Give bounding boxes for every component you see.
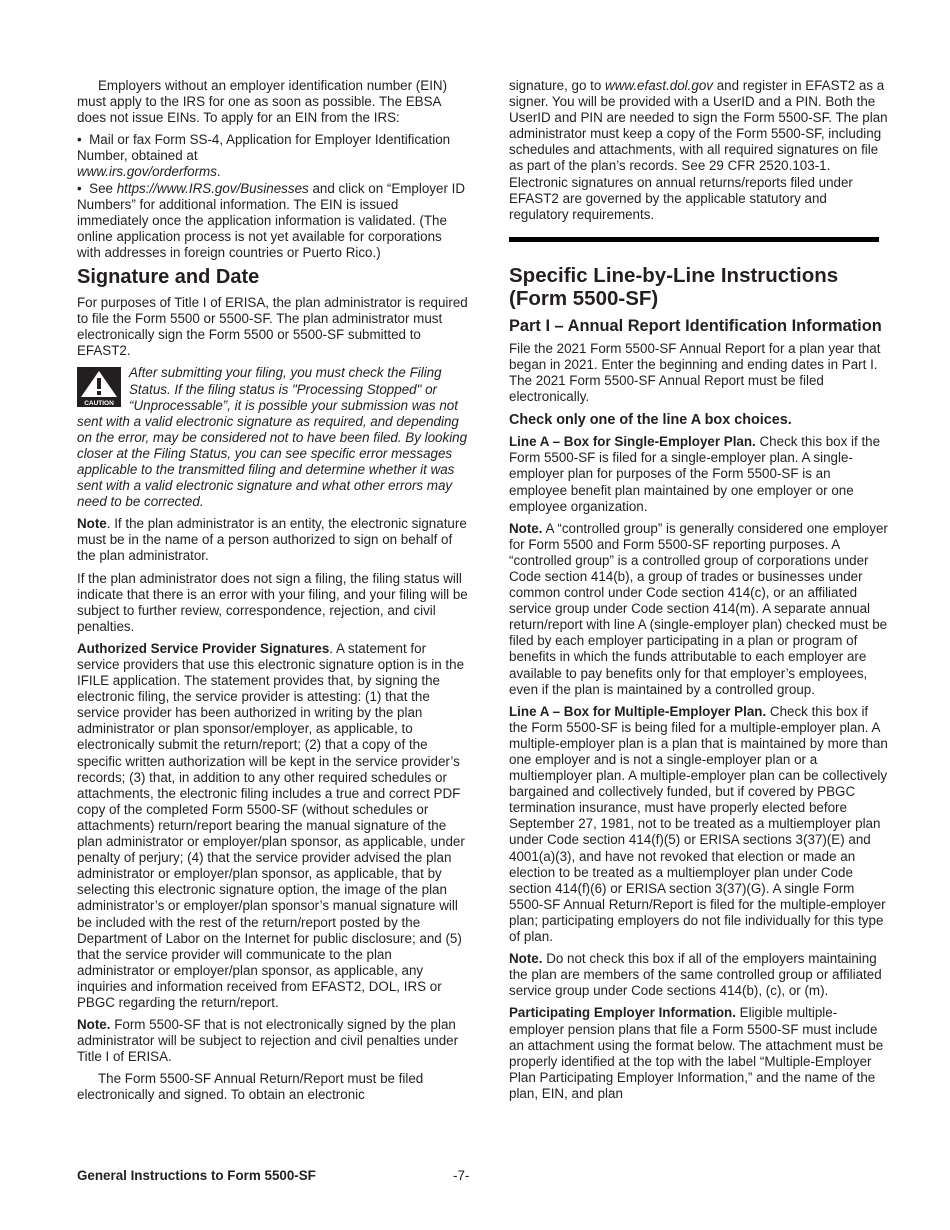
caution-text: After submitting your filing, you must check the Filing Status. If the filing status is "Processing Stopped" or “Unprocessable”, it is possible your submission was not sent with a valid electronic signature as required, and depending on the error, may be considered not to have been filed. By looking closer at the Filing Status, you can see specific error messages applicable to the transmitted filing and determine whether it was sent with a valid electronic signature and what other errors may need to be corrected. (77, 365, 468, 510)
participating-employer-paragraph: Participating Employer Information. Eligible multiple-employer pension plans that file a Form 5500-SF must include an attachment using the format below. The attachment must be properly identified at the top with the label “Multiple-Employer Plan Participating Employer Information,” and the name of the plan, EIN, and plan (509, 1005, 884, 1101)
no-sign-paragraph: If the plan administrator does not sign a filing, the filing status will indicate that there is an error with your filing, and your filing will be subject to further review, correspondence, rejection, and civil penalties. (77, 570, 468, 634)
section-divider (509, 237, 879, 242)
bullet-mail-fax: • Mail or fax Form SS-4, Application for Employer Identification Number, obtained at www.irs.gov/orderforms. (77, 132, 451, 180)
note-unsigned-paragraph: Note. Form 5500-SF that is not electronically signed by the plan administrator will be subject to rejection and civil penalties under Title I of ERISA. (77, 1017, 459, 1065)
do-not-check-note: Note. Do not check this box if all of the employers maintaining the plan are members of the same controlled group or affiliated service group under Code sections 414(b), (c), or (m). (509, 951, 882, 999)
caution-icon (77, 367, 121, 407)
ein-intro-paragraph: Employers without an employer identification number (EIN) must apply to the IRS for one as soon as possible. The EBSA does not issue EINs. To apply for an EIN from the IRS: (77, 78, 448, 126)
signature-date-heading: Signature and Date (77, 266, 260, 289)
footer-title: General Instructions to Form 5500-SF (77, 1168, 316, 1183)
caution-block (77, 365, 469, 510)
check-only-one-heading: Check only one of the line A box choices. (509, 412, 792, 429)
caution-label: CAUTION (84, 400, 114, 408)
line-by-line-heading: Specific Line-by-Line Instructions (Form 5500-SF) (509, 263, 839, 310)
part-one-heading: Part I – Annual Report Identification Information (509, 316, 882, 335)
note-entity-paragraph: Note. If the plan administrator is an entity, the electronic signature must be in the name of a person authorized to sign on behalf of the plan administrator. (77, 516, 467, 564)
electronic-filing-paragraph: The Form 5500-SF Annual Return/Report must be filed electronically and signed. To obtain an electronic (77, 1071, 424, 1103)
orderforms-url: www.irs.gov/orderforms (77, 164, 217, 180)
page-number: -7- (453, 1168, 470, 1183)
right-column (509, 78, 889, 1108)
line-a-single-employer-paragraph: Line A – Box for Single-Employer Plan. Check this box if the Form 5500-SF is filed for a single-employer plan. A single-employer plan for purposes of the Form 5500-SF is an employee benefit plan maintained by one employer or one employee organization. (509, 434, 881, 514)
signature-paragraph: For purposes of Title I of ERISA, the plan administrator is required to file the Form 5500 or 5500-SF. The plan administrator must electronically sign the Form 5500 or 5500-SF submitted to EFAST2. (77, 295, 468, 359)
part-one-paragraph: File the 2021 Form 5500-SF Annual Report for a plan year that began in 2021. Enter the beginning and ending dates in Part I. The 2021 Form 5500-SF Annual Report must be filed electronically. (509, 340, 881, 405)
left-column (77, 78, 469, 1110)
bullet-see-businesses: • See https://www.IRS.gov/Businesses and click on “Employer ID Numbers” for additional information. The EIN is issued immediately once the application information is validated. (The online application process is not yet available for corporations with addresses in foreign countries or Puerto Rico.) (77, 180, 466, 260)
efast-url: www.efast.dol.gov (605, 78, 713, 93)
signature-continued-paragraph: signature, go to www.efast.dol.gov and register in EFAST2 as a signer. You will be provided with a UserID and a PIN. Both the UserID and PIN are needed to sign the Form 5500-SF. The plan administrator must keep a copy of the Form 5500-SF, including schedules and attachments, with all required signatures on file as part of the plan’s records. See 29 CFR 2520.103-1. Electronic signatures on annual returns/reports filed under EFAST2 are governed by the applicable statutory and regulatory requirements. (509, 78, 888, 222)
line-a-multiple-employer-paragraph: Line A – Box for Multiple-Employer Plan. Check this box if the Form 5500-SF is being filed for a multiple-employer plan. A multiple-employer plan is a plan that is maintained by more than one employer and is not a single-employer plan or a multiemployer plan. A multiple-employer plan can be collectively bargained and collectively funded, but if covered by PBGC termination insurance, must have properly elected before September 27, 1981, not to be treated as a multiemployer plan under Code section 414(f)(5) or ERISA sections 3(37)(E) and 4001(a)(3), and have not revoked that election or made an election to be treated as a multiemployer plan under Code section 414(f)(6) or ERISA section 3(37)(G). A single Form 5500-SF Annual Return/Report is filed for the multiple-employer plan; participating employers do not file individually for this type of plan. (509, 703, 888, 945)
businesses-url: https://www.IRS.gov/Businesses (116, 180, 309, 196)
asp-paragraph: Authorized Service Provider Signatures. A statement for service providers that use this electronic signature option is in the IFILE application. The statement provides that, by signing the electronic filing, the service provider is attesting: (1) that the service provider has been authorized in writing by the plan administrator or plan sponsor/employer, as applicable, to electronically submit the return/report; (2) that a copy of the specific written authorization will be kept in the service provider’s records; (3) that, in addition to any other required schedules or attachments, the electronic filing includes a true and correct PDF copy of the completed Form 5500-SF (without schedules or attachments) return/report bearing the manual signature of the plan administrator or employer/plan sponsor, as applicable, under penalty of perjury; (4) that the service provider advised the plan administrator or employer/plan sponsor, as applicable, that by selecting this electronic signature option, the image of the plan administrator’s or employer/plan sponsor’s manual signature will be included with the rest of the return/report posted by the Department of Labor on the Internet for public disclosure; and (5) that the service provider will communicate to the plan administrator or employer/plan sponsor, as applicable, any inquiries and information received from EFAST2, DOL, IRS or PBGC regarding the return/report. (77, 640, 465, 1010)
controlled-group-note: Note. A “controlled group” is generally considered one employer for Form 5500 and Form 5500-SF reporting purposes. A “controlled group” is a controlled group of corporations under Code section 414(b), a group of trades or businesses under common control under Code section 414(c), or an affiliated service group under Code section 414(m). A separate annual return/report with line A (single-employer plan) checked must be filed by each employer participating in a plan or program of benefits in which the funds attributable to each employer are available to pay benefits only for that employer’s employees, even if the plan is maintained by a controlled group. (509, 520, 888, 697)
